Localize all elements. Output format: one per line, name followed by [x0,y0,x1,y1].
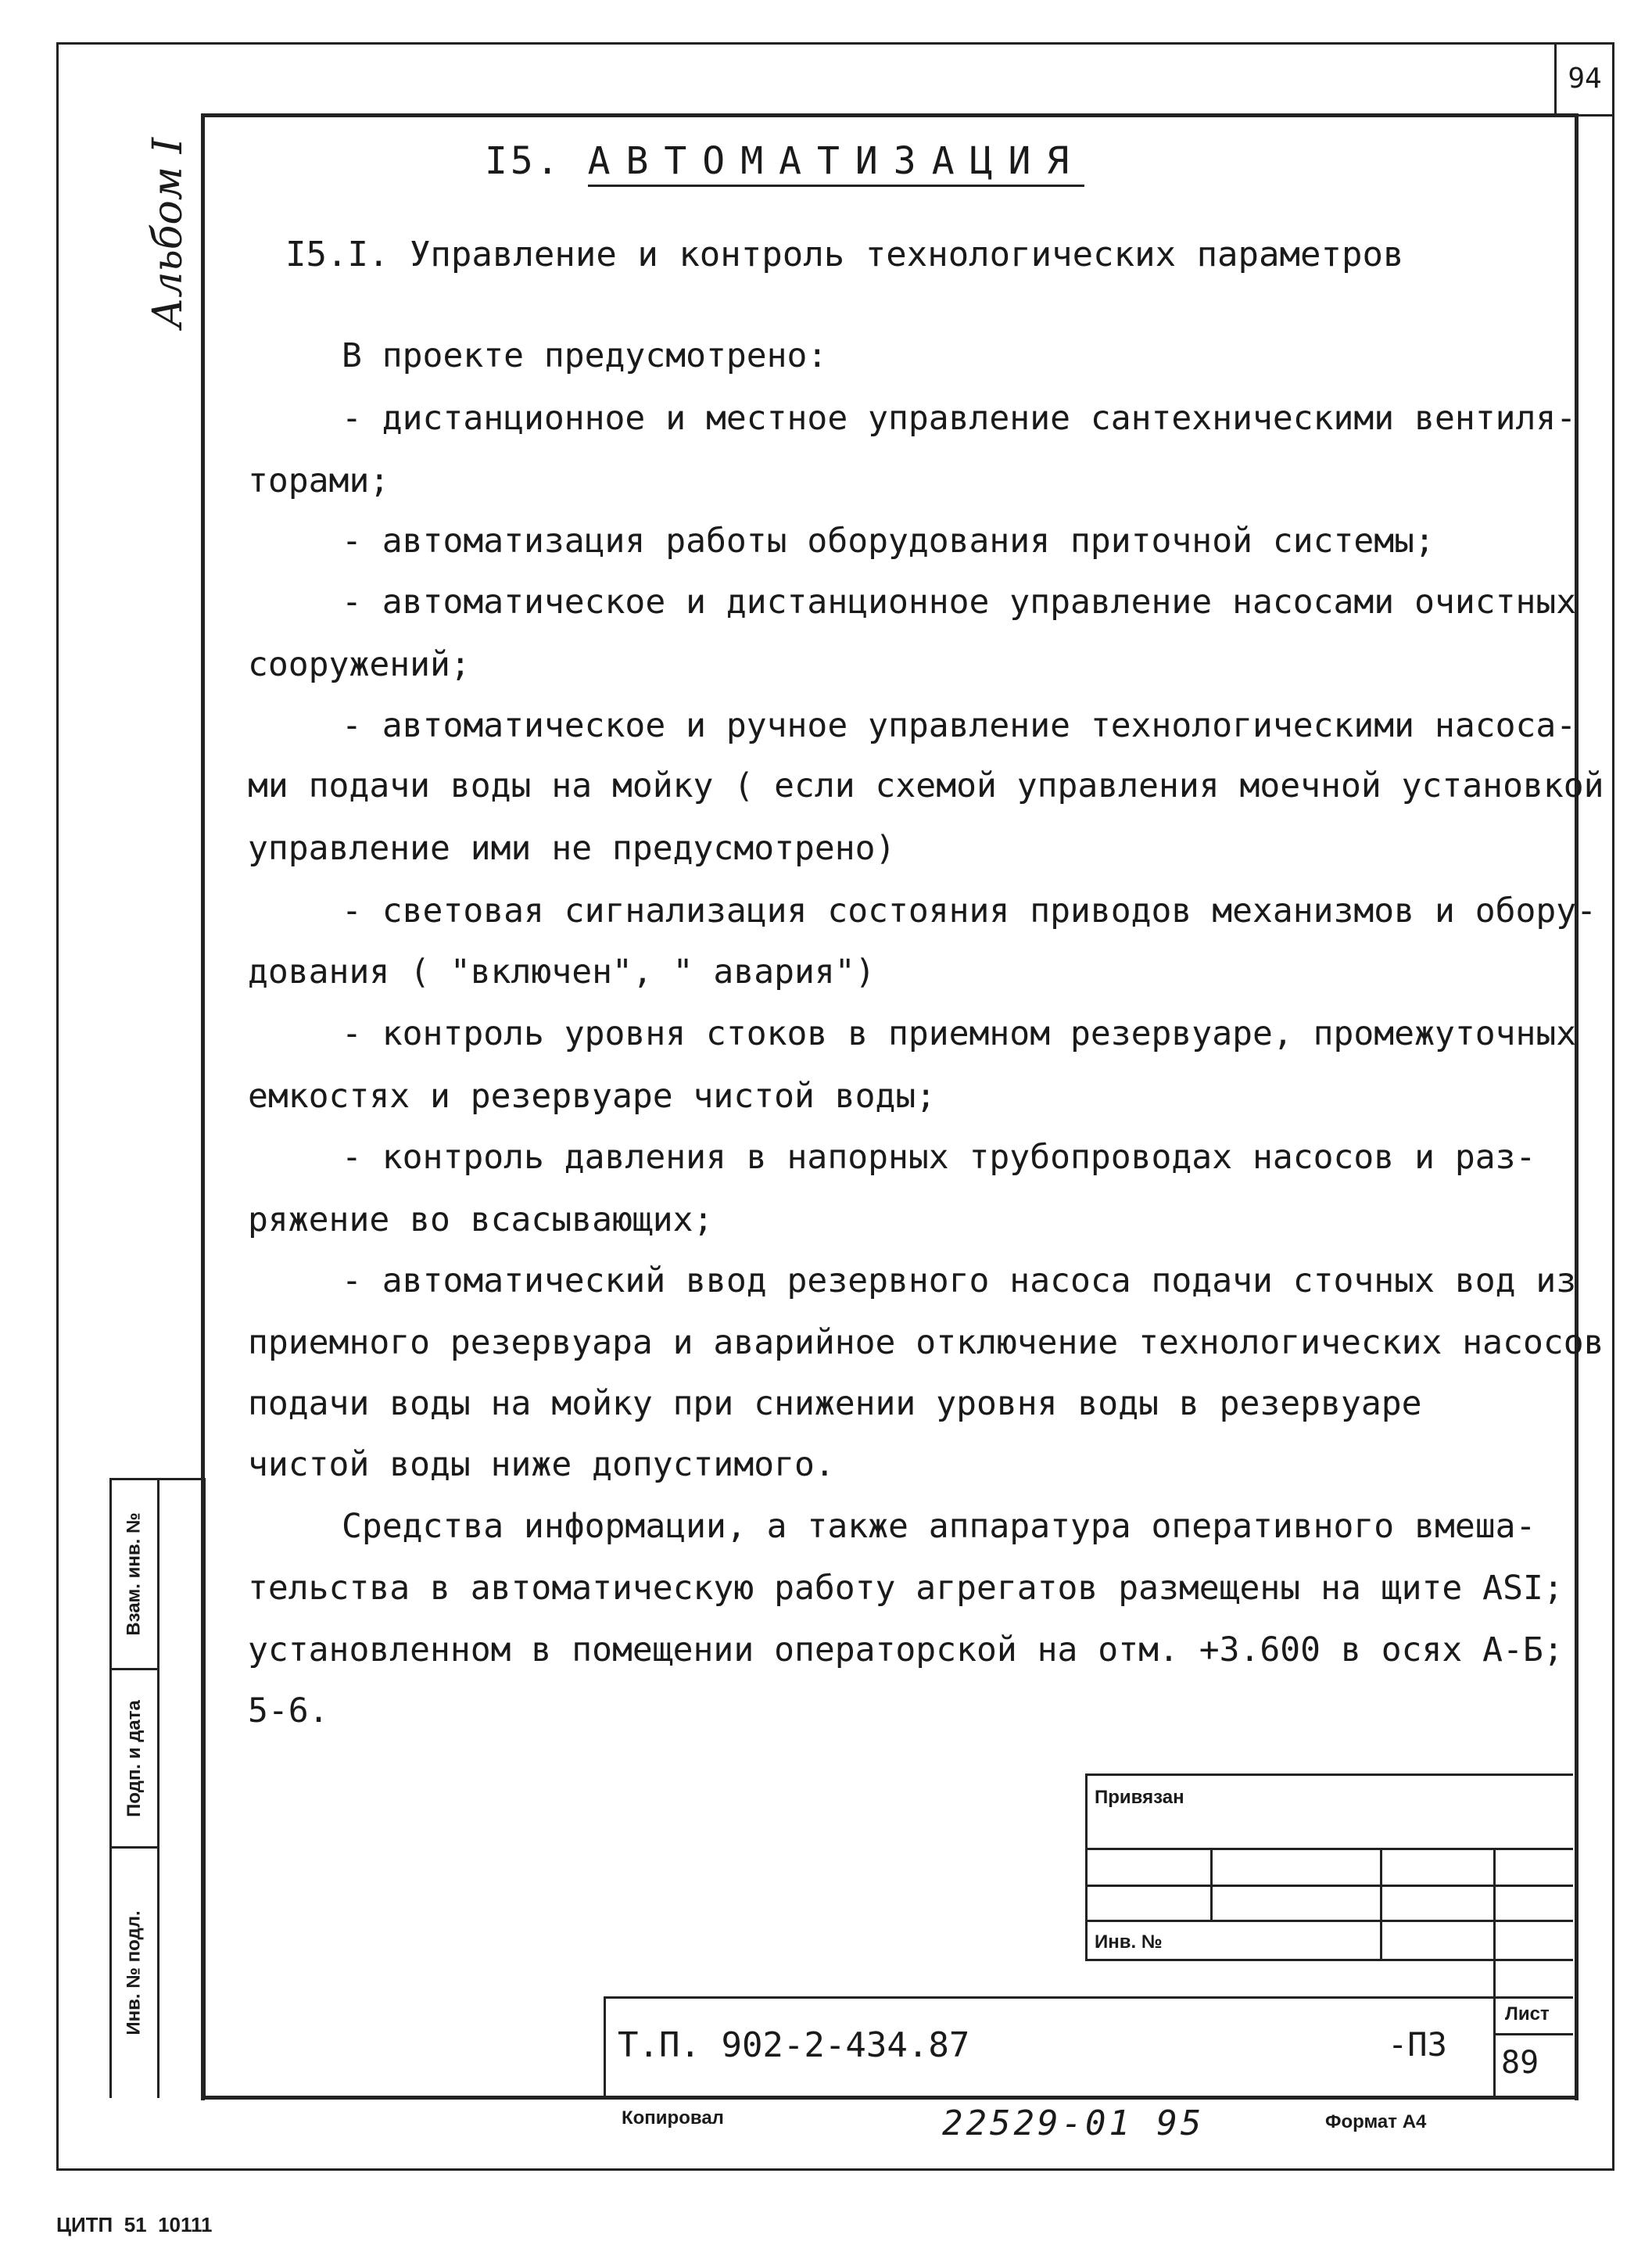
body-line: - автоматическое и ручное управление технологическими насоса- [342,706,1577,745]
inv-no-label: Инв. № [1095,1931,1163,1953]
privyazan-label: Привязан [1095,1787,1184,1808]
printer-label: ЦИТП 51 10111 [56,2213,213,2236]
body-line: установленном в помещении операторской на отм. +3.600 в осях А-Б; [248,1630,1564,1669]
heading-title: АВТОМАТИЗАЦИЯ [588,139,1085,187]
sheet-number: 94 [1554,42,1613,117]
body-line: - контроль давления в напорных трубопроводах насосов и раз- [342,1138,1536,1177]
body-line: ми подачи воды на мойку ( если схемой управления моечной установкой [248,766,1604,805]
album-label: Альбом I [145,137,192,328]
body-line: В проекте предусмотрено: [342,336,828,375]
body-line: - автоматический ввод резервного насоса подачи сточных вод из [342,1261,1577,1300]
body-line: емкостях и резервуаре чистой воды; [248,1077,937,1116]
heading-number: I5. [485,139,562,183]
doc-code: Т.П. 902-2-434.87 [618,2025,970,2065]
body-line: - дистанционное и местное управление сантехническими вентиля- [342,399,1577,438]
body-line: 5-6. [248,1691,329,1730]
doc-suffix: -ПЗ [1388,2025,1447,2064]
body-line: управление ими не предусмотрено) [248,829,896,868]
section-heading [485,139,1084,183]
body-line: Средства информации, а также аппаратура оперативного вмеша- [342,1507,1536,1546]
body-line: ряжение во всасывающих; [248,1200,714,1239]
frame-bottom [201,2096,1575,2100]
side-stamp [109,1478,206,2098]
format-label: Формат А4 [1325,2111,1427,2132]
list-number: 89 [1501,2045,1539,2081]
body-line: приемного резервуара и аварийное отключение технологических насосов [248,1323,1604,1362]
body-line: тельства в автоматическую работу агрегатов размещены на щите АSI; [248,1569,1564,1608]
body-line: дования ( "включен", " авария") [248,952,876,992]
subheading: I5.I. Управление и контроль технологических параметров [285,235,1404,274]
body-line: - контроль уровня стоков в приемном резервуаре, промежуточных [342,1014,1577,1053]
list-label: Лист [1505,2003,1550,2025]
stamp-inv-podl: Инв. № подл. [124,1910,145,2035]
body-line: подачи воды на мойку при снижении уровня воды в резервуаре [248,1384,1422,1423]
body-line: чистой воды ниже допустимого. [248,1445,835,1484]
stamp-vzam-inv: Взам. инв. № [112,1480,157,1670]
body-line: сооружений; [248,645,471,684]
body-line: торами; [248,461,390,500]
order-number: 22529-01 95 [942,2103,1205,2143]
kopiroval-label: Копировал [622,2107,724,2129]
body-line: - автоматическое и дистанционное управление насосами очистных [342,583,1577,622]
body-line: - световая сигнализация состояния приводов механизмов и обору- [342,891,1597,931]
body-line: - автоматизация работы оборудования приточной системы; [342,522,1435,561]
stamp-podp-data: Подп. и дата [112,1670,157,1849]
